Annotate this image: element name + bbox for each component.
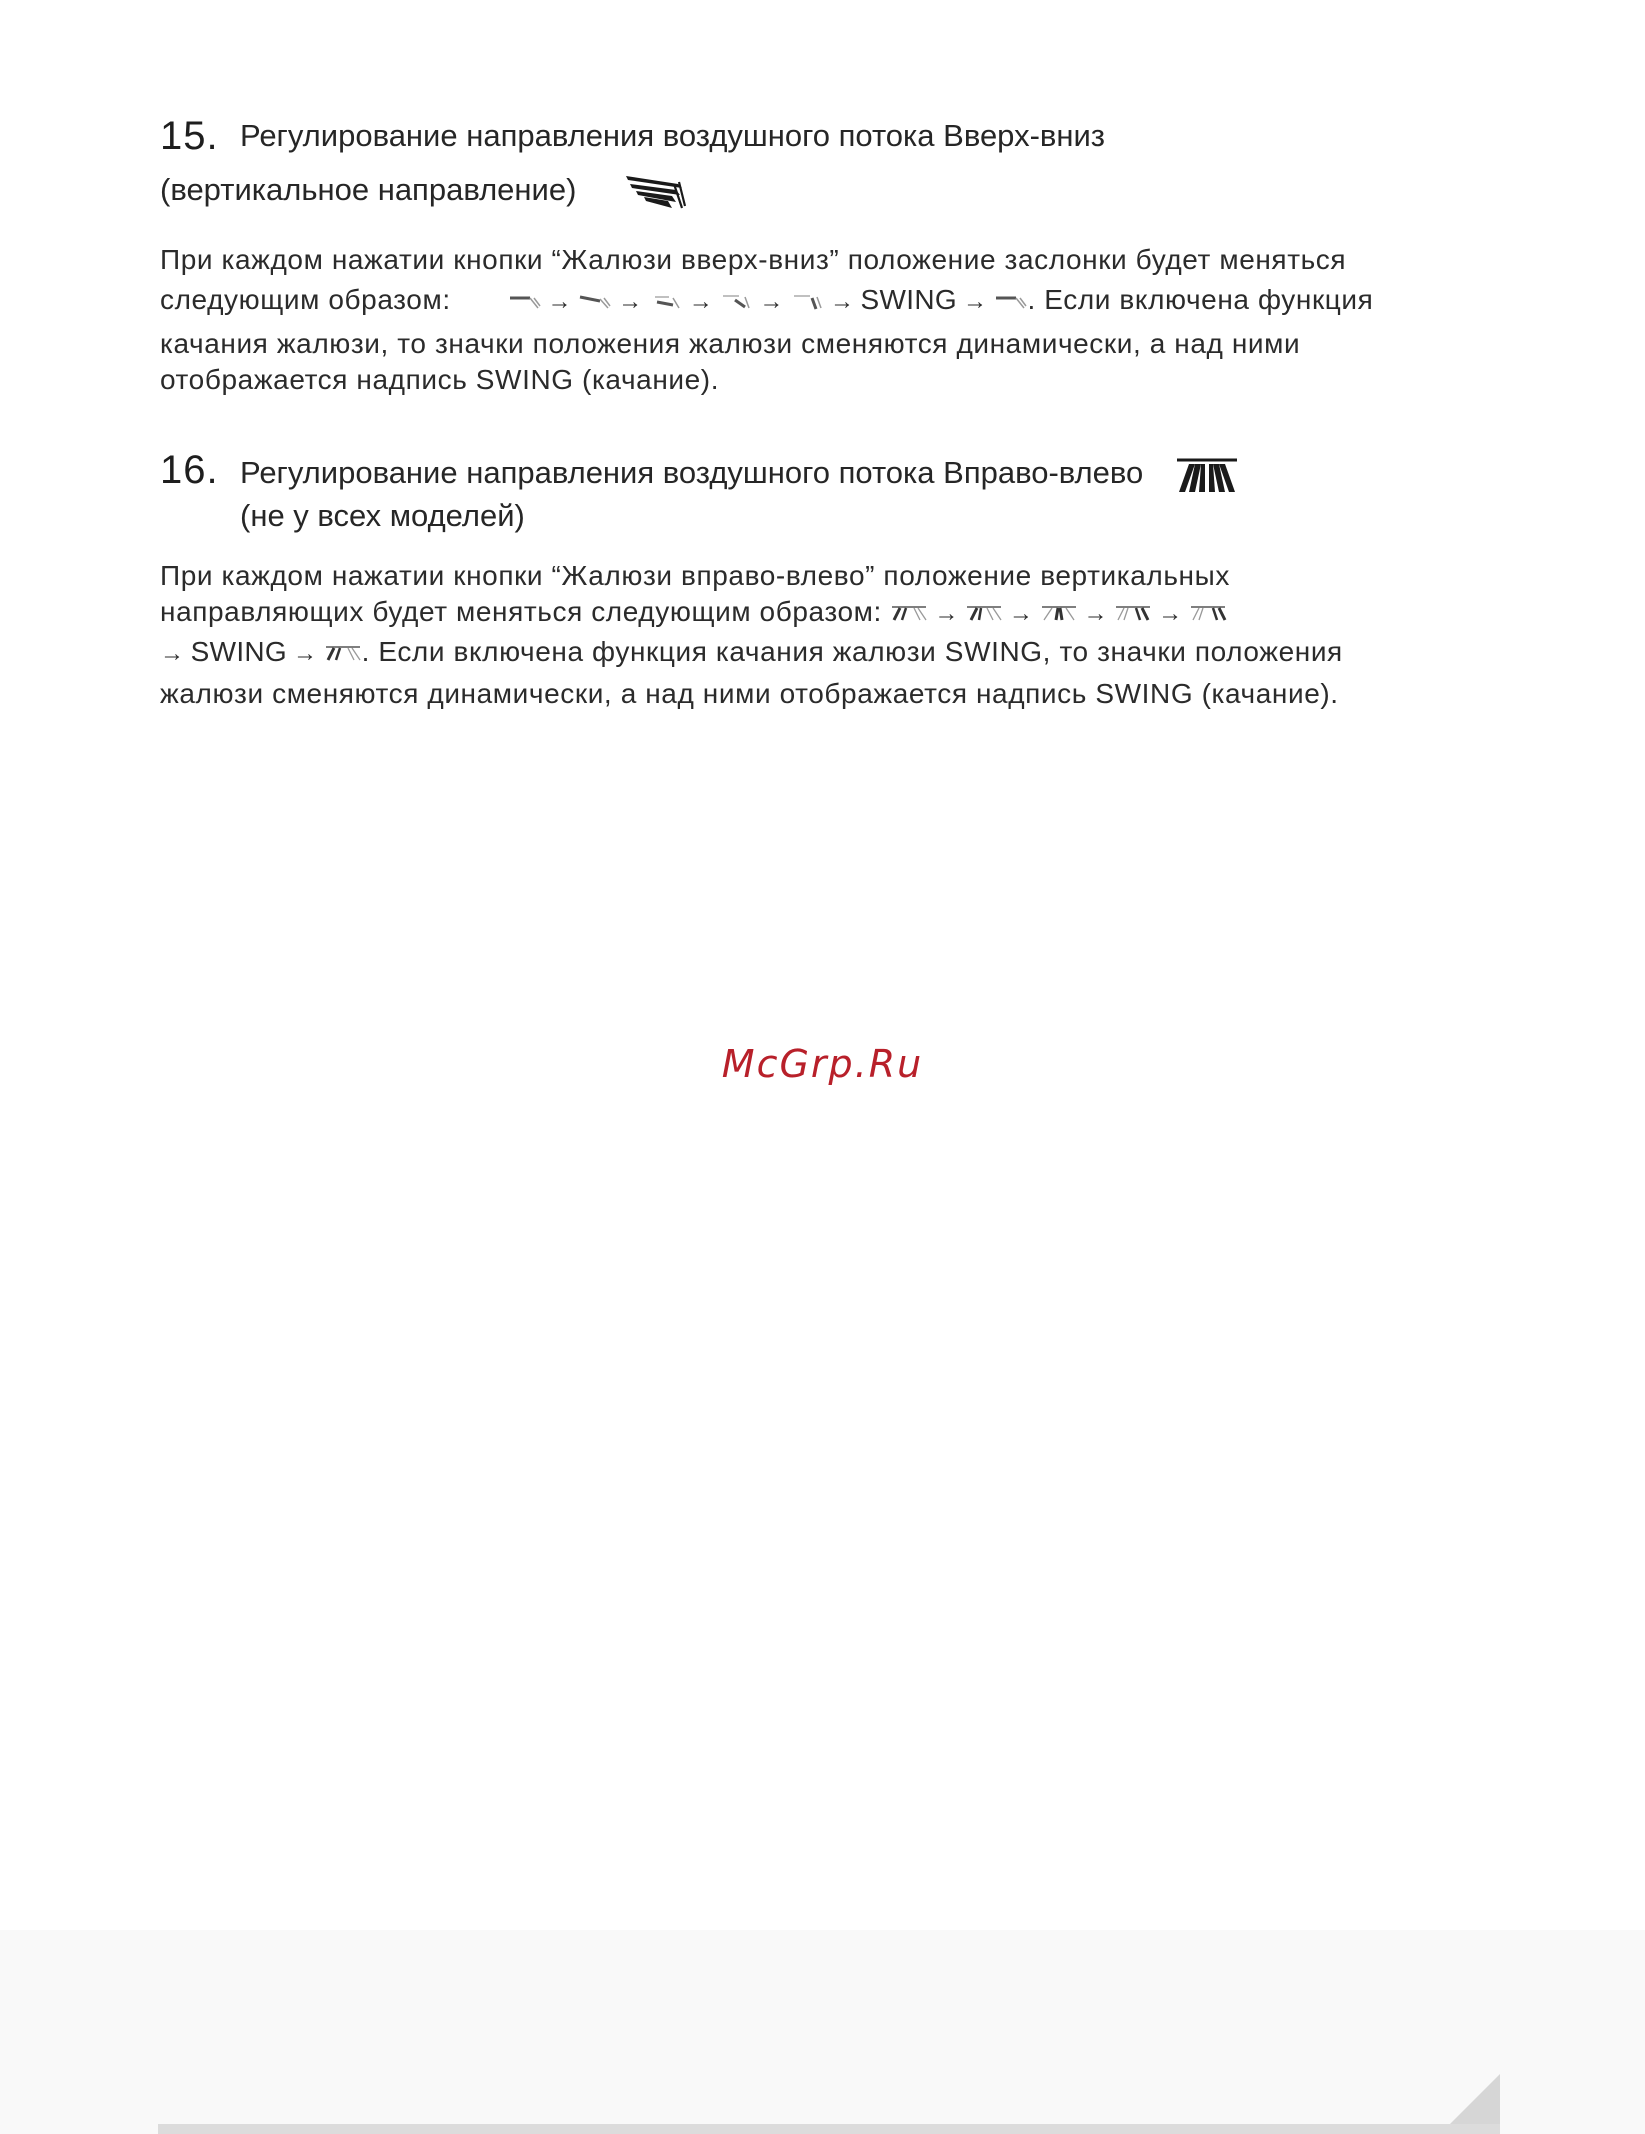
watermark: McGrp.Ru [721, 1042, 924, 1086]
section-15-heading [160, 112, 1500, 160]
section-15-sequence-lead: следующим образом: [160, 284, 451, 315]
section-16-swing-label: SWING [190, 636, 287, 667]
section-15-body-line-3: качания жалюзи, то значки положения жалюзи сменяются динамически, а над ними [160, 328, 1301, 359]
louver-position-5-icon [790, 293, 824, 311]
louver-position-1-icon [508, 293, 542, 311]
sequence-arrow: → [618, 288, 643, 315]
section-16-heading [160, 446, 1500, 536]
louver-position-3-icon [649, 293, 683, 311]
section-15-title: Регулирование направления воздушного потока Вверх-вниз [240, 118, 1106, 153]
sequence-arrow: → [1008, 600, 1034, 627]
section-16-sequence-lead: направляющих будет меняться следующим образом: [160, 596, 882, 627]
section-16-title: Регулирование направления воздушного потока Вправо-влево [240, 455, 1144, 490]
sequence-arrow: → [293, 640, 318, 667]
section-15-swing-label: SWING [860, 284, 957, 315]
section-16-subtitle: (не у всех моделей) [240, 498, 525, 533]
section-16-number: 16. [160, 448, 219, 492]
sequence-arrow: → [1083, 600, 1109, 627]
horizontal-louver-icon [1173, 452, 1241, 496]
section-16-body-line-1: При каждом нажатии кнопки “Жалюзи вправо-влево” положение вертикальных [160, 560, 1230, 591]
sequence-arrow: → [934, 600, 959, 627]
section-16-sequence-tail: . Если включена функция качания жалюзи SWING, то значки положения [361, 636, 1343, 667]
louver-position-1-icon [994, 293, 1028, 311]
page-footer-area [0, 1930, 1645, 2134]
section-15-subtitle: (вертикальное направление) [160, 172, 577, 207]
vane-position-5-icon [1189, 604, 1227, 624]
section-15 [160, 112, 1500, 398]
section-15-body-line-1: При каждом нажатии кнопки “Жалюзи вверх-вниз” положение заслонки будет меняться [160, 244, 1347, 275]
vane-position-4-icon [1114, 604, 1152, 624]
vane-position-3-icon [1040, 604, 1078, 624]
sequence-arrow: → [547, 288, 573, 315]
section-15-number: 15. [160, 114, 219, 158]
vane-position-2-icon [965, 604, 1003, 624]
section-15-body-line-2 [160, 282, 1500, 320]
vane-position-1-icon [890, 604, 928, 624]
section-15-body [160, 242, 1500, 398]
section-16-body-line-3 [160, 634, 1500, 672]
sequence-arrow: → [1158, 600, 1183, 627]
section-16-body-line-4: жалюзи сменяются динамически, а над ними отображается надпись SWING (качание). [160, 678, 1339, 709]
section-16-body-line-2 [160, 594, 1500, 632]
page-corner-decoration [1400, 2044, 1502, 2134]
section-15-body-line-4: отображается надпись SWING (качание). [160, 364, 720, 395]
vertical-louver-icon [624, 170, 686, 210]
section-15-subtitle-row [160, 170, 1500, 210]
sequence-arrow: → [962, 288, 988, 315]
louver-position-2-icon [578, 293, 612, 311]
sequence-arrow: → [759, 288, 784, 315]
section-16 [160, 446, 1500, 712]
louver-position-4-icon [719, 293, 753, 311]
sequence-arrow: → [688, 288, 714, 315]
sequence-arrow: → [829, 288, 855, 315]
sequence-arrow: → [160, 640, 185, 667]
vane-position-1-icon [324, 644, 362, 664]
page-bottom-bar [158, 2124, 1500, 2134]
section-16-body [160, 558, 1500, 712]
section-15-sequence-tail: . Если включена функция [1027, 284, 1374, 315]
